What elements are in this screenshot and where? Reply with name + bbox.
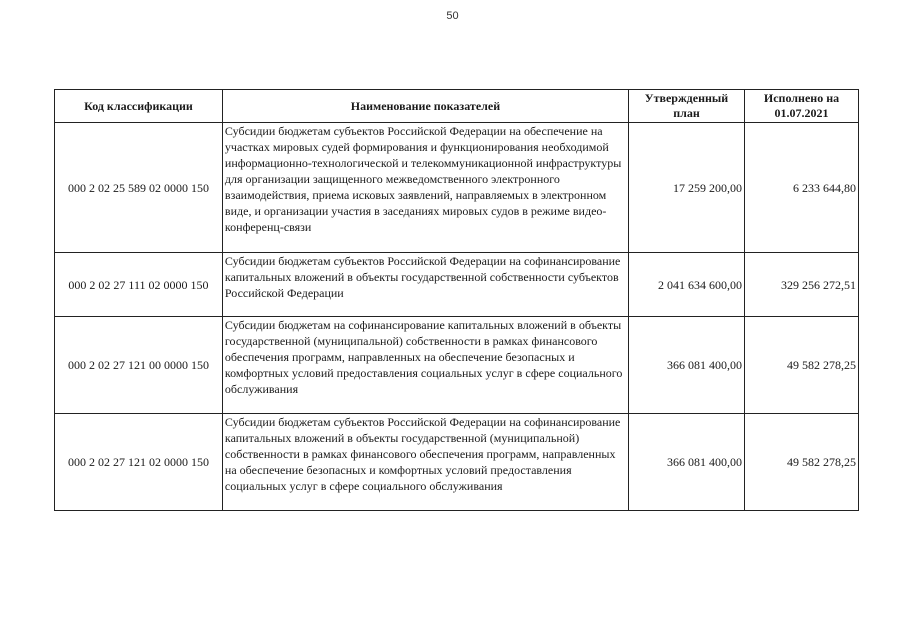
table-header-row xyxy=(55,90,859,123)
table-row xyxy=(55,317,859,414)
approved-plan-value: 17 259 200,00 xyxy=(628,123,744,253)
header-code: Код классификации xyxy=(55,90,223,123)
header-name: Наименование показателей xyxy=(222,90,628,123)
approved-plan-value: 2 041 634 600,00 xyxy=(628,253,744,317)
budget-table xyxy=(54,89,859,511)
table-row xyxy=(55,123,859,253)
executed-value: 6 233 644,80 xyxy=(745,123,859,253)
executed-value: 49 582 278,25 xyxy=(745,317,859,414)
indicator-name: Субсидии бюджетам субъектов Российской Федерации на софинансирование капитальных вложений в объекты государственной (муниципальной) собственности в рамках финансового обеспечения программ, направленных на обеспечение безопасных и комфортных условий предоставления социальных услуг в сфере социального обслуживания xyxy=(222,414,628,511)
table-row xyxy=(55,414,859,511)
executed-value: 329 256 272,51 xyxy=(745,253,859,317)
indicator-name: Субсидии бюджетам субъектов Российской Федерации на софинансирование капитальных вложений в объекты государственной собственности субъектов Российской Федерации xyxy=(222,253,628,317)
classification-code: 000 2 02 27 111 02 0000 150 xyxy=(55,253,223,317)
header-plan: Утвержденный план xyxy=(628,90,744,123)
approved-plan-value: 366 081 400,00 xyxy=(628,414,744,511)
header-executed: Исполнено на 01.07.2021 xyxy=(745,90,859,123)
approved-plan-value: 366 081 400,00 xyxy=(628,317,744,414)
indicator-name: Субсидии бюджетам на софинансирование капитальных вложений в объекты государственной (муниципальной) собственности в рамках финансового обеспечения программ, направленных на обеспечение безопасных и комфортных условий предоставления социальных услуг в сфере социального обслуживания xyxy=(222,317,628,414)
indicator-name: Субсидии бюджетам субъектов Российской Федерации на обеспечение на участках мировых судей формирования и функционирования необходимой информационно-технологической и телекоммуникационной инфраструктуры для организации защищенного межведомственного электронного взаимодействия, приема исковых заявлений, направляемых в электронном виде, и организации участия в заседаниях мировых судов в режиме видео-конференц-связи xyxy=(222,123,628,253)
classification-code: 000 2 02 27 121 02 0000 150 xyxy=(55,414,223,511)
classification-code: 000 2 02 27 121 00 0000 150 xyxy=(55,317,223,414)
classification-code: 000 2 02 25 589 02 0000 150 xyxy=(55,123,223,253)
table-row xyxy=(55,253,859,317)
executed-value: 49 582 278,25 xyxy=(745,414,859,511)
page-number: 50 xyxy=(446,10,459,22)
